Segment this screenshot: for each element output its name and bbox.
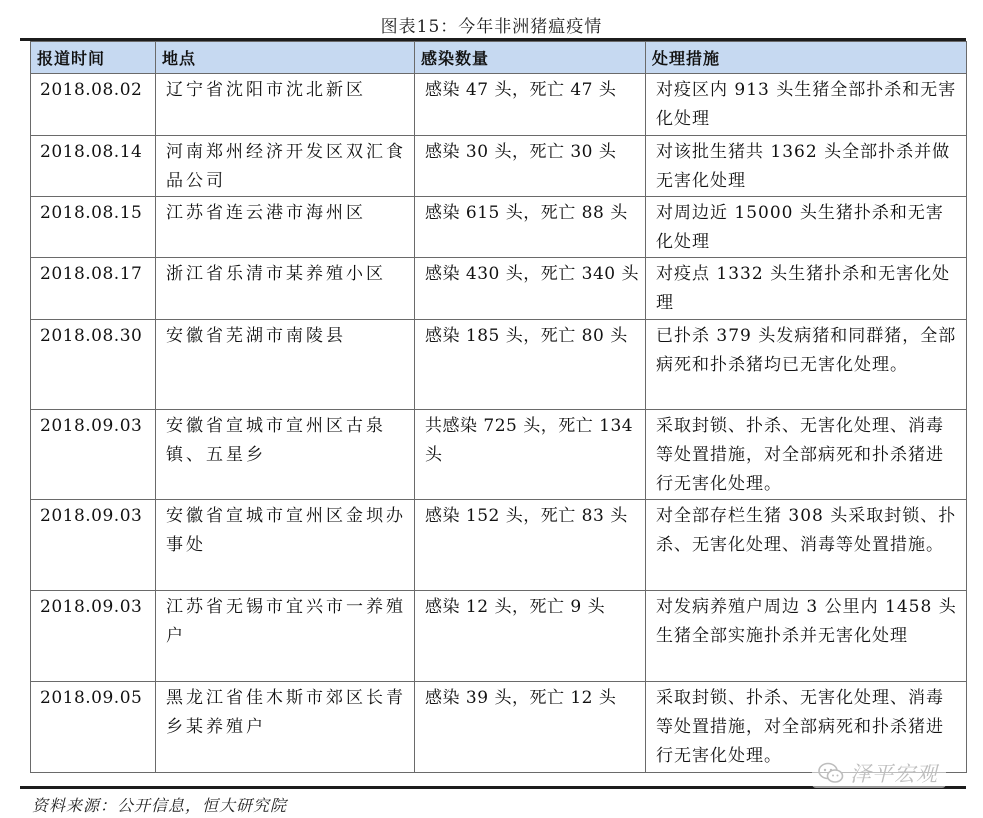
table-row	[31, 136, 967, 197]
cell-location: 辽宁省沈阳市沈北新区	[156, 74, 415, 136]
cell-date: 2018.09.03	[31, 500, 156, 591]
header-date: 报道时间	[31, 42, 156, 74]
cell-date: 2018.08.02	[31, 74, 156, 136]
cell-infection: 感染 185 头，死亡 80 头	[415, 320, 646, 410]
cell-location: 黑龙江省佳木斯市郊区长青乡某养殖户	[156, 682, 415, 773]
table-row	[31, 74, 967, 136]
table-row	[31, 410, 967, 500]
header-location: 地点	[156, 42, 415, 74]
table-row	[31, 197, 967, 258]
watermark	[812, 758, 946, 788]
table-title: 图表15：今年非洲猪瘟疫情	[380, 17, 603, 37]
cell-measures: 对周边近 15000 头生猪扑杀和无害化处理	[646, 197, 967, 258]
cell-location: 江苏省连云港市海州区	[156, 197, 415, 258]
cell-location: 安徽省芜湖市南陵县	[156, 320, 415, 410]
cell-infection: 共感染 725 头，死亡 134 头	[415, 410, 646, 500]
cell-date: 2018.08.15	[31, 197, 156, 258]
cell-measures: 采取封锁、扑杀、无害化处理、消毒等处置措施，对全部病死和扑杀猪进行无害化处理。	[646, 410, 967, 500]
cell-location: 浙江省乐清市某养殖小区	[156, 258, 415, 320]
cell-location: 河南郑州经济开发区双汇食品公司	[156, 136, 415, 197]
table-row	[31, 258, 967, 320]
cell-date: 2018.08.14	[31, 136, 156, 197]
cell-infection: 感染 12 头，死亡 9 头	[415, 591, 646, 682]
cell-location: 安徽省宣城市宣州区古泉镇、五星乡	[156, 410, 415, 500]
cell-infection: 感染 615 头，死亡 88 头	[415, 197, 646, 258]
cell-date: 2018.09.05	[31, 682, 156, 773]
cell-measures: 已扑杀 379 头发病猪和同群猪，全部病死和扑杀猪均已无害化处理。	[646, 320, 967, 410]
table-row	[31, 320, 967, 410]
cell-measures: 对疫点 1332 头生猪扑杀和无害化处理	[646, 258, 967, 320]
cell-infection: 感染 39 头，死亡 12 头	[415, 682, 646, 773]
table-header-row	[31, 42, 967, 74]
source-note: 资料来源：公开信息，恒大研究院	[32, 796, 288, 815]
cell-infection: 感染 152 头，死亡 83 头	[415, 500, 646, 591]
table-row	[31, 500, 967, 591]
cell-infection: 感染 30 头，死亡 30 头	[415, 136, 646, 197]
cell-infection: 感染 47 头，死亡 47 头	[415, 74, 646, 136]
watermark-text: 泽平宏观	[850, 762, 938, 786]
cell-location: 安徽省宣城市宣州区金坝办事处	[156, 500, 415, 591]
cell-measures: 对全部存栏生猪 308 头采取封锁、扑杀、无害化处理、消毒等处置措施。	[646, 500, 967, 591]
header-measures: 处理措施	[646, 42, 967, 74]
cell-date: 2018.09.03	[31, 410, 156, 500]
cell-infection: 感染 430 头，死亡 340 头	[415, 258, 646, 320]
cell-measures: 对发病养殖户周边 3 公里内 1458 头生猪全部实施扑杀并无害化处理	[646, 591, 967, 682]
cell-location: 江苏省无锡市宜兴市一养殖户	[156, 591, 415, 682]
cell-date: 2018.08.30	[31, 320, 156, 410]
wechat-icon	[818, 762, 844, 784]
cell-measures: 对疫区内 913 头生猪全部扑杀和无害化处理	[646, 74, 967, 136]
epidemic-table	[30, 41, 967, 773]
cell-date: 2018.09.03	[31, 591, 156, 682]
table-row	[31, 591, 967, 682]
header-infection: 感染数量	[415, 42, 646, 74]
cell-date: 2018.08.17	[31, 258, 156, 320]
cell-measures: 对该批生猪共 1362 头全部扑杀并做无害化处理	[646, 136, 967, 197]
cell-measures: 采取封锁、扑杀、无害化处理、消毒等处置措施，对全部病死和扑杀猪进行无害化处理。	[646, 682, 967, 773]
